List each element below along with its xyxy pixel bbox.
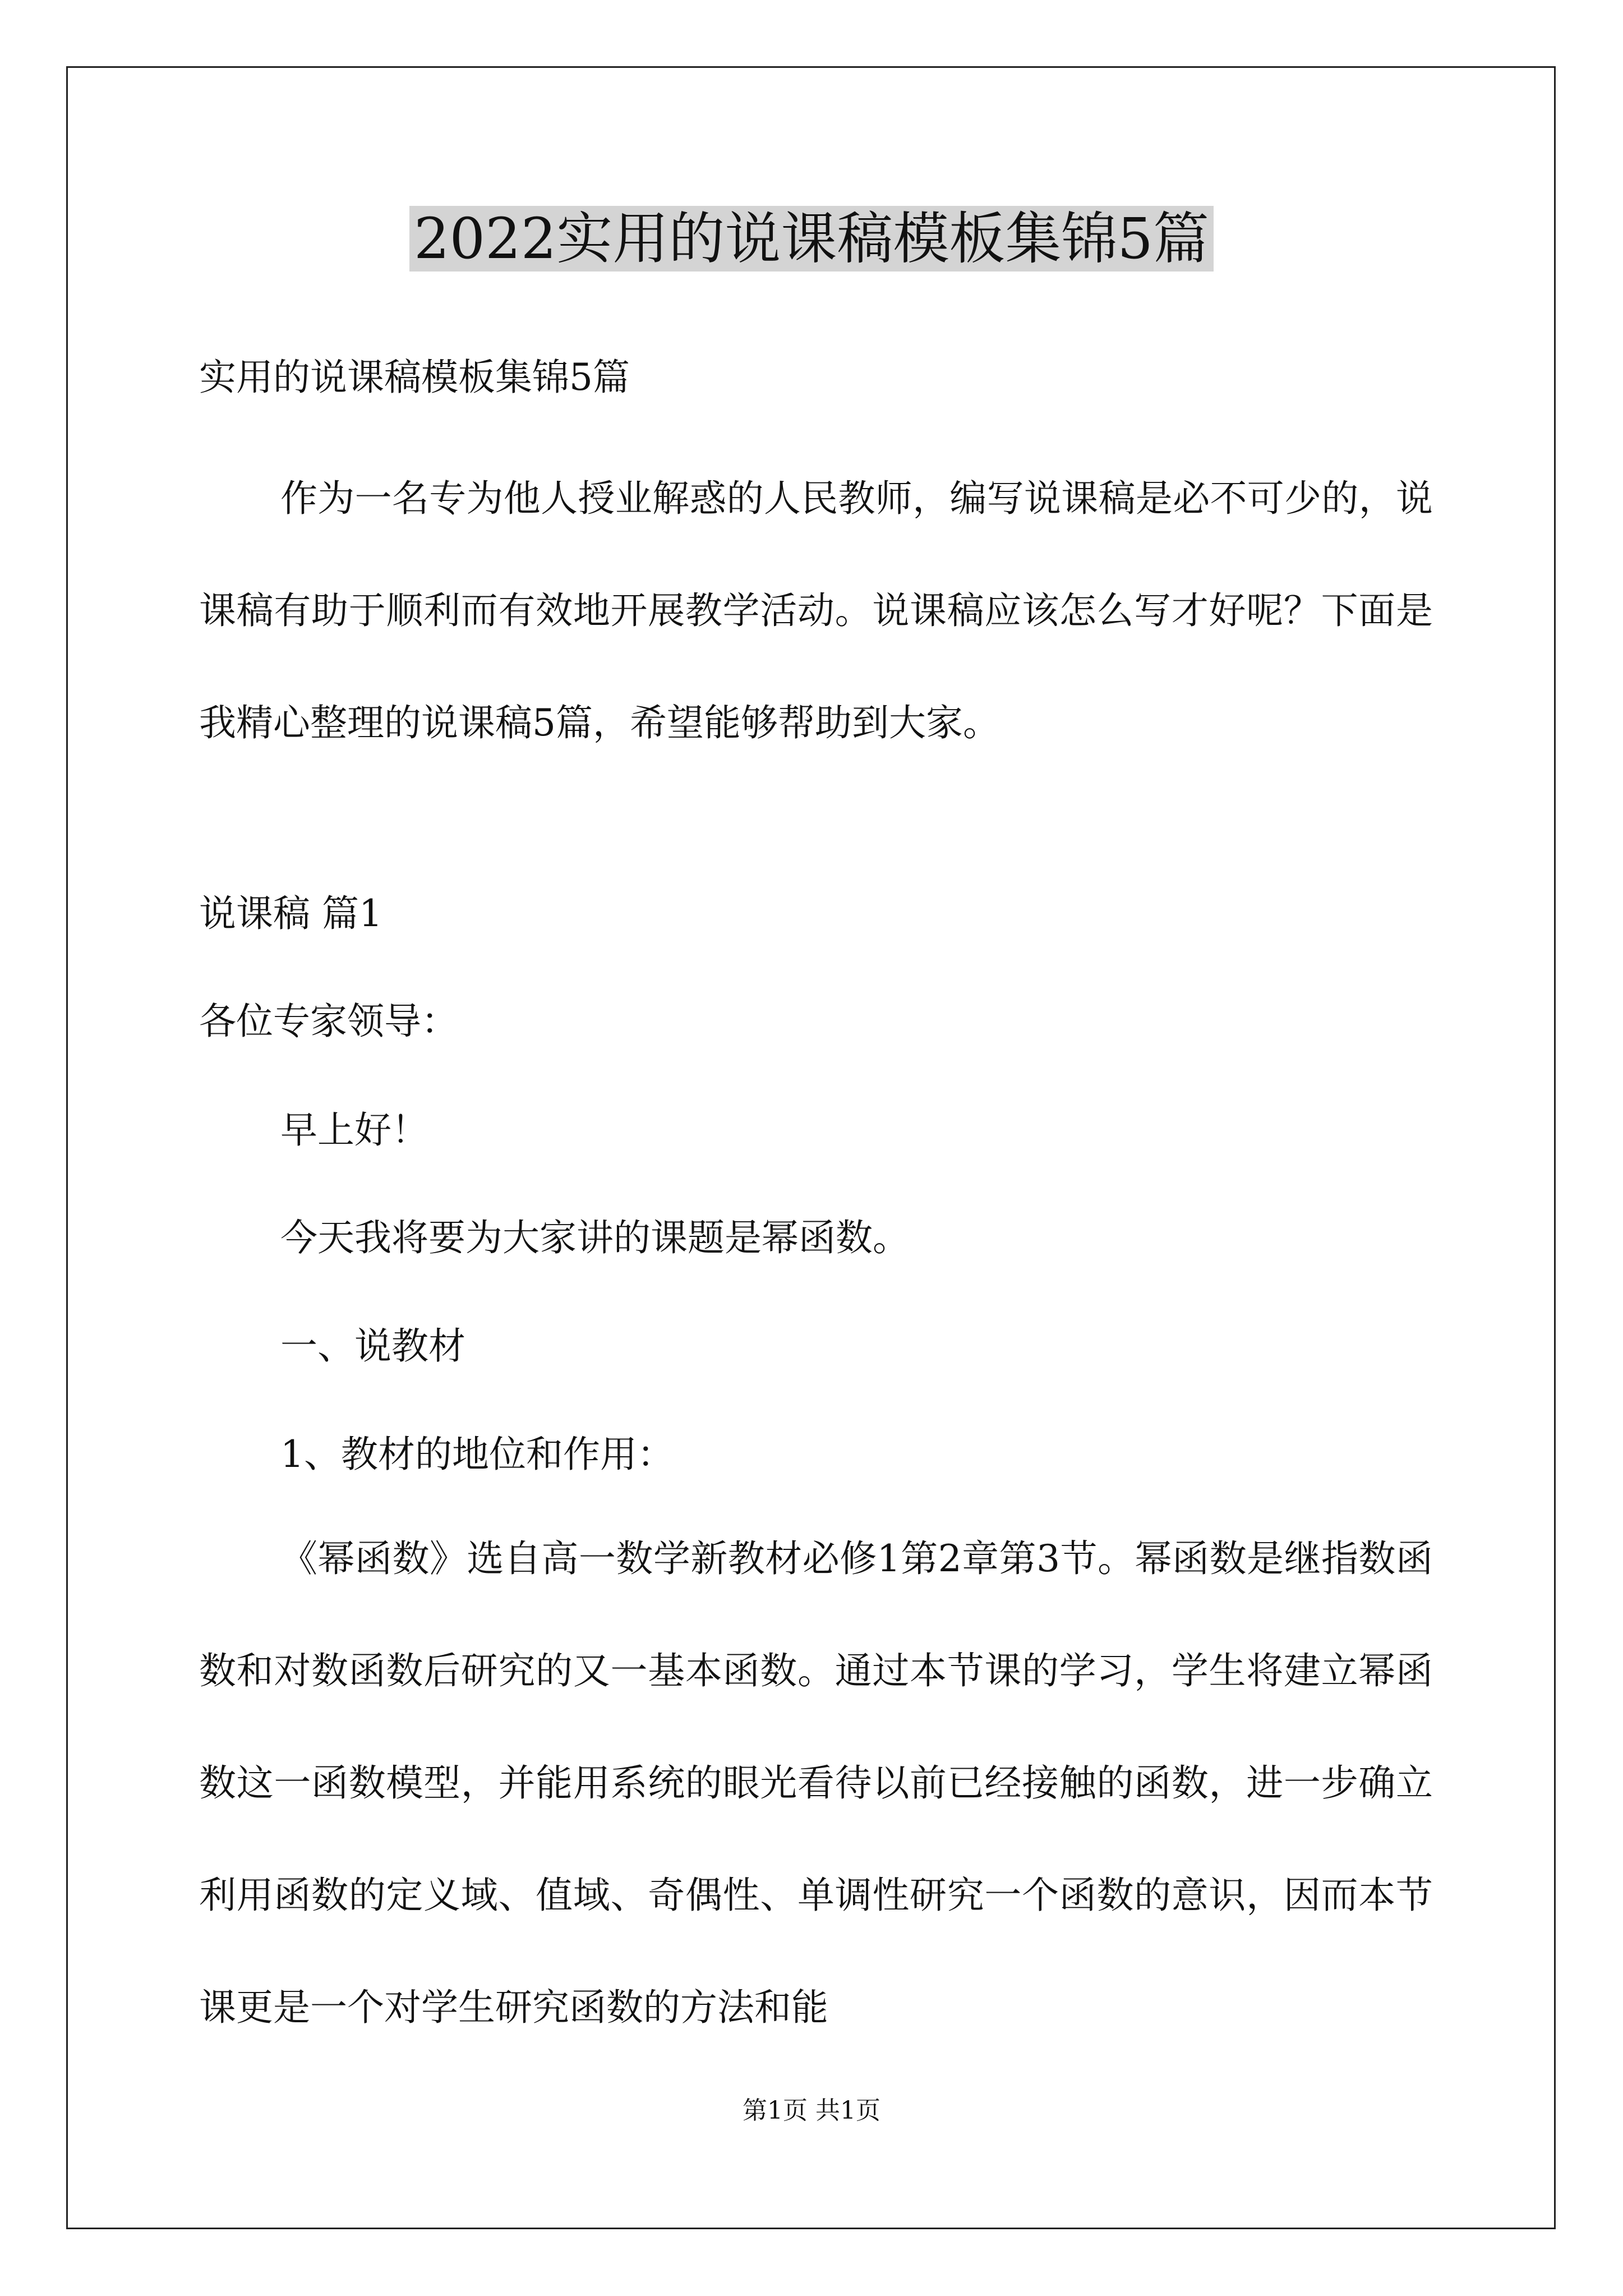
- page-footer: 第1页 共1页: [743, 2096, 880, 2125]
- heading-one: 一、说教材: [280, 1324, 465, 1368]
- section-heading: 说课稿 篇1: [199, 892, 382, 935]
- salutation: 各位专家领导：: [199, 1000, 458, 1043]
- body-paragraph: 《幂函数》选自高一数学新教材必修1第2章第3节。幂函数是继指数函数和对数函数后研究的又一基本函数。通过本节课的学习，学生将建立幂函数这一函数模型，并能用系统的眼光看待以前已经接触的函数，进一步确立利用函数的定义域、值域、奇偶性、单调性研究一个函数的意识，因而本节课更是一个对学生研究函数的方法和能: [199, 1537, 1433, 2029]
- document-subtitle: 实用的说课稿模板集锦5篇: [199, 356, 630, 399]
- heading-one-sub: 1、教材的地位和作用：: [280, 1433, 674, 1476]
- document-title: 2022实用的说课稿模板集锦5篇: [0, 200, 1623, 278]
- topic-line: 今天我将要为大家讲的课题是幂函数。: [280, 1216, 910, 1259]
- greeting: 早上好！: [280, 1108, 428, 1152]
- intro-paragraph: 作为一名专为他人授业解惑的人民教师，编写说课稿是必不可少的，说课稿有助于顺利而有效地开展教学活动。说课稿应该怎么写才好呢？下面是我精心整理的说课稿5篇，希望能够帮助到大家。: [199, 477, 1433, 744]
